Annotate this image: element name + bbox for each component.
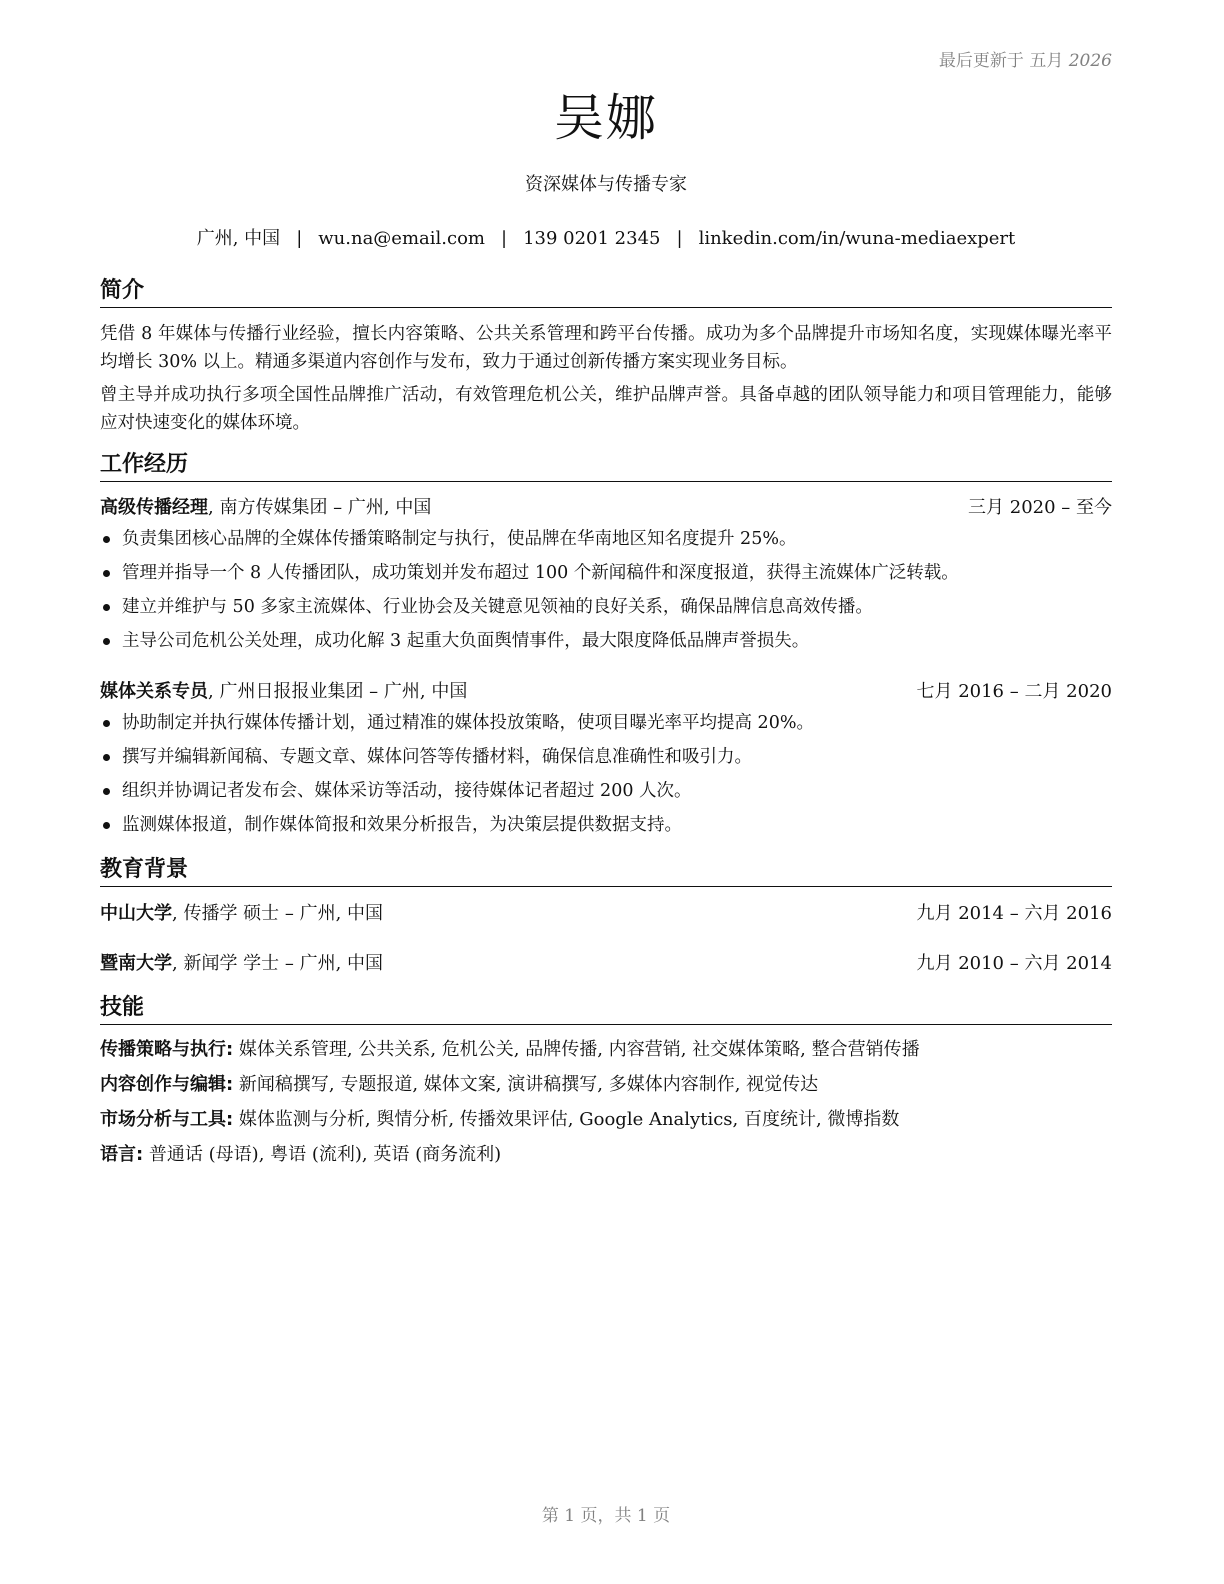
contact-line bbox=[100, 224, 1112, 250]
resume-page bbox=[100, 0, 1112, 1584]
job-dates: 七月 2016 – 二月 2020 bbox=[916, 681, 1112, 702]
list-item: 协助制定并执行媒体传播计划，通过精准的媒体投放策略，使项目曝光率平均提高 20%。 bbox=[100, 710, 1112, 744]
education-entry bbox=[100, 901, 1112, 927]
list-item: 管理并指导一个 8 人传播团队，成功策划并发布超过 100 个新闻稿件和深度报道，获得主流媒体广泛转载。 bbox=[100, 560, 1112, 594]
skill-line bbox=[100, 1037, 1112, 1063]
page-number: 第 1 页，共 1 页 bbox=[541, 1506, 671, 1526]
job-role: 高级传播经理 bbox=[100, 497, 208, 518]
summary-paragraph: 曾主导并成功执行多项全国性品牌推广活动，有效管理危机公关，维护品牌声誉。具备卓越的团队领导能力和项目管理能力，能够应对快速变化的媒体环境。 bbox=[100, 385, 1112, 433]
last-updated bbox=[939, 46, 1112, 71]
contact-email[interactable]: wu.na@email.com bbox=[318, 228, 485, 249]
list-item: 监测媒体报道，制作媒体简报和效果分析报告，为决策层提供数据支持。 bbox=[100, 812, 1112, 846]
skill-value: 普通话 (母语), 粤语 (流利), 英语 (商务流利) bbox=[143, 1144, 502, 1165]
job-header bbox=[100, 495, 1112, 521]
job-bullets bbox=[100, 710, 1112, 846]
education-dates: 九月 2010 – 六月 2014 bbox=[916, 953, 1112, 974]
skill-line bbox=[100, 1107, 1112, 1133]
education-school: 暨南大学 bbox=[100, 953, 172, 974]
job-header bbox=[100, 679, 1112, 705]
skill-line bbox=[100, 1142, 1112, 1168]
education-school: 中山大学 bbox=[100, 903, 172, 924]
section-heading-summary: 简介 bbox=[100, 277, 1112, 308]
summary-paragraph: 凭借 8 年媒体与传播行业经验，擅长内容策略、公共关系管理和跨平台传播。成功为多个品牌提升市场知名度，实现媒体曝光率平均增长 30% 以上。精通多渠道内容创作与发布，致力于通过创新传播方案实现业务目标。 bbox=[100, 324, 1112, 372]
skill-value: 媒体关系管理, 公共关系, 危机公关, 品牌传播, 内容营销, 社交媒体策略, 整合营销传播 bbox=[233, 1039, 920, 1060]
list-item: 主导公司危机公关处理，成功化解 3 起重大负面舆情事件，最大限度降低品牌声誉损失。 bbox=[100, 628, 1112, 662]
skill-line bbox=[100, 1072, 1112, 1098]
contact-location: 广州, 中国 bbox=[196, 228, 281, 249]
last-updated-prefix: 最后更新于 五月 bbox=[938, 51, 1064, 71]
job-org: , 南方传媒集团 – 广州, 中国 bbox=[208, 497, 432, 518]
skill-value: 媒体监测与分析, 舆情分析, 传播效果评估, Google Analytics, 百度统计, 微博指数 bbox=[233, 1109, 900, 1130]
skill-label: 市场分析与工具: bbox=[100, 1109, 234, 1130]
section-heading-experience: 工作经历 bbox=[100, 451, 1112, 482]
education-entry bbox=[100, 951, 1112, 977]
contact-phone: 139 0201 2345 bbox=[523, 228, 661, 249]
contact-separator: | bbox=[676, 228, 683, 249]
skill-label: 内容创作与编辑: bbox=[100, 1074, 234, 1095]
list-item: 负责集团核心品牌的全媒体传播策略制定与执行，使品牌在华南地区知名度提升 25%。 bbox=[100, 526, 1112, 560]
contact-separator: | bbox=[296, 228, 303, 249]
list-item: 建立并维护与 50 多家主流媒体、行业协会及关键意见领袖的良好关系，确保品牌信息高效传播。 bbox=[100, 594, 1112, 628]
education-detail: , 新闻学 学士 – 广州, 中国 bbox=[172, 953, 384, 974]
last-updated-year: 2026 bbox=[1068, 51, 1112, 71]
list-item: 组织并协调记者发布会、媒体采访等活动，接待媒体记者超过 200 人次。 bbox=[100, 778, 1112, 812]
job-org: , 广州日报报业集团 – 广州, 中国 bbox=[208, 681, 468, 702]
job-dates: 三月 2020 – 至今 bbox=[968, 497, 1112, 518]
contact-separator: | bbox=[501, 228, 508, 249]
candidate-title: 资深媒体与传播专家 bbox=[525, 174, 687, 195]
job-role: 媒体关系专员 bbox=[100, 681, 208, 702]
skill-label: 语言: bbox=[100, 1144, 144, 1165]
education-detail: , 传播学 硕士 – 广州, 中国 bbox=[172, 903, 384, 924]
candidate-name: 吴娜 bbox=[554, 89, 658, 147]
job-bullets bbox=[100, 526, 1112, 662]
section-heading-education: 教育背景 bbox=[100, 856, 1112, 887]
skill-value: 新闻稿撰写, 专题报道, 媒体文案, 演讲稿撰写, 多媒体内容制作, 视觉传达 bbox=[233, 1074, 819, 1095]
skill-label: 传播策略与执行: bbox=[100, 1039, 234, 1060]
section-heading-skills: 技能 bbox=[100, 994, 1112, 1025]
contact-linkedin[interactable]: linkedin.com/in/wuna-mediaexpert bbox=[698, 228, 1016, 249]
education-dates: 九月 2014 – 六月 2016 bbox=[916, 903, 1112, 924]
list-item: 撰写并编辑新闻稿、专题文章、媒体问答等传播材料，确保信息准确性和吸引力。 bbox=[100, 744, 1112, 778]
